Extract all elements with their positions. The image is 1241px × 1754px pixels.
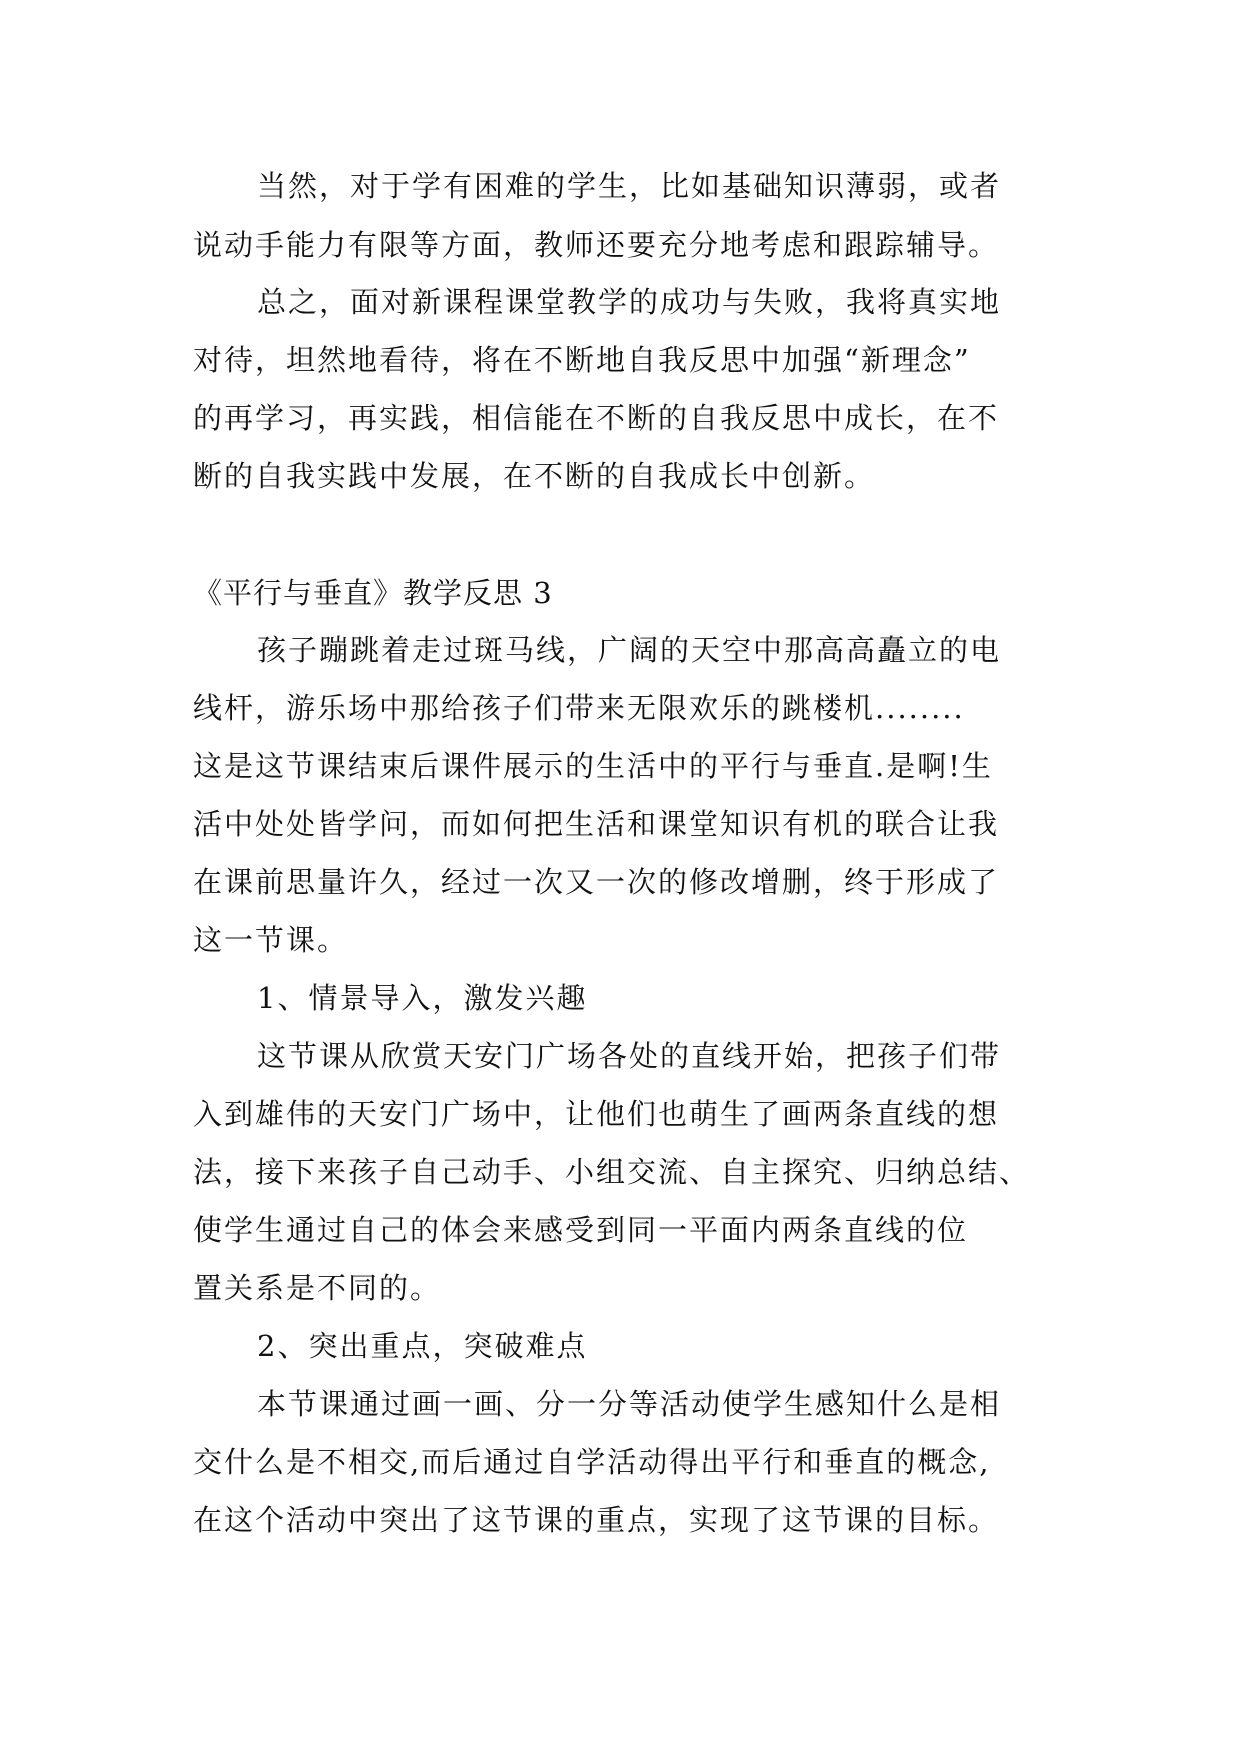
paragraph-line: 法，接下来孩子自己动手、小组交流、自主探究、归纳总结、 [193, 1155, 1031, 1189]
paragraph-line: 本节课通过画一画、分一分等活动使学生感知什么是相 [257, 1387, 1002, 1421]
paragraph-line: 的再学习，再实践，相信能在不断的自我反思中成长，在不 [193, 401, 1000, 435]
section-heading: 《平行与垂直》教学反思 3 [193, 576, 553, 610]
paragraph-line: 这一节课。 [193, 923, 349, 957]
paragraph-line: 置关系是不同的。 [193, 1271, 442, 1305]
paragraph-line: 在这个活动中突出了这节课的重点，实现了这节课的目标。 [193, 1503, 1000, 1537]
paragraph-line: 这是这节课结束后课件展示的生活中的平行与垂直.是啊!生 [193, 749, 993, 783]
subheading: 1、情景导入，激发兴趣 [257, 981, 588, 1015]
paragraph-line: 说动手能力有限等方面，教师还要充分地考虑和跟踪辅导。 [193, 228, 1000, 262]
paragraph-line: 入到雄伟的天安门广场中，让他们也萌生了画两条直线的想 [193, 1097, 1000, 1131]
paragraph-line: 在课前思量许久，经过一次又一次的修改增删，终于形成了 [193, 865, 1000, 899]
paragraph-line: 交什么是不相交,而后通过自学活动得出平行和垂直的概念, [193, 1445, 991, 1479]
paragraph-line: 这节课从欣赏天安门广场各处的直线开始，把孩子们带 [257, 1039, 1002, 1073]
paragraph-line: 使学生通过自己的体会来感受到同一平面内两条直线的位 [193, 1213, 969, 1247]
subheading: 2、突出重点，突破难点 [257, 1329, 588, 1363]
paragraph-line: 对待，坦然地看待，将在不断地自我反思中加强“新理念” [193, 343, 971, 377]
paragraph-line: 线杆，游乐场中那给孩子们带来无限欢乐的跳楼机........ [193, 691, 965, 725]
paragraph-line: 总之，面对新课程课堂教学的成功与失败，我将真实地 [257, 285, 1002, 319]
paragraph-line: 孩子蹦跳着走过斑马线，广阔的天空中那高高矗立的电 [257, 633, 1002, 667]
paragraph-line: 当然，对于学有困难的学生，比如基础知识薄弱，或者 [257, 169, 1002, 203]
paragraph-line: 活中处处皆学问，而如何把生活和课堂知识有机的联合让我 [193, 807, 1000, 841]
paragraph-line: 断的自我实践中发展，在不断的自我成长中创新。 [193, 459, 876, 493]
